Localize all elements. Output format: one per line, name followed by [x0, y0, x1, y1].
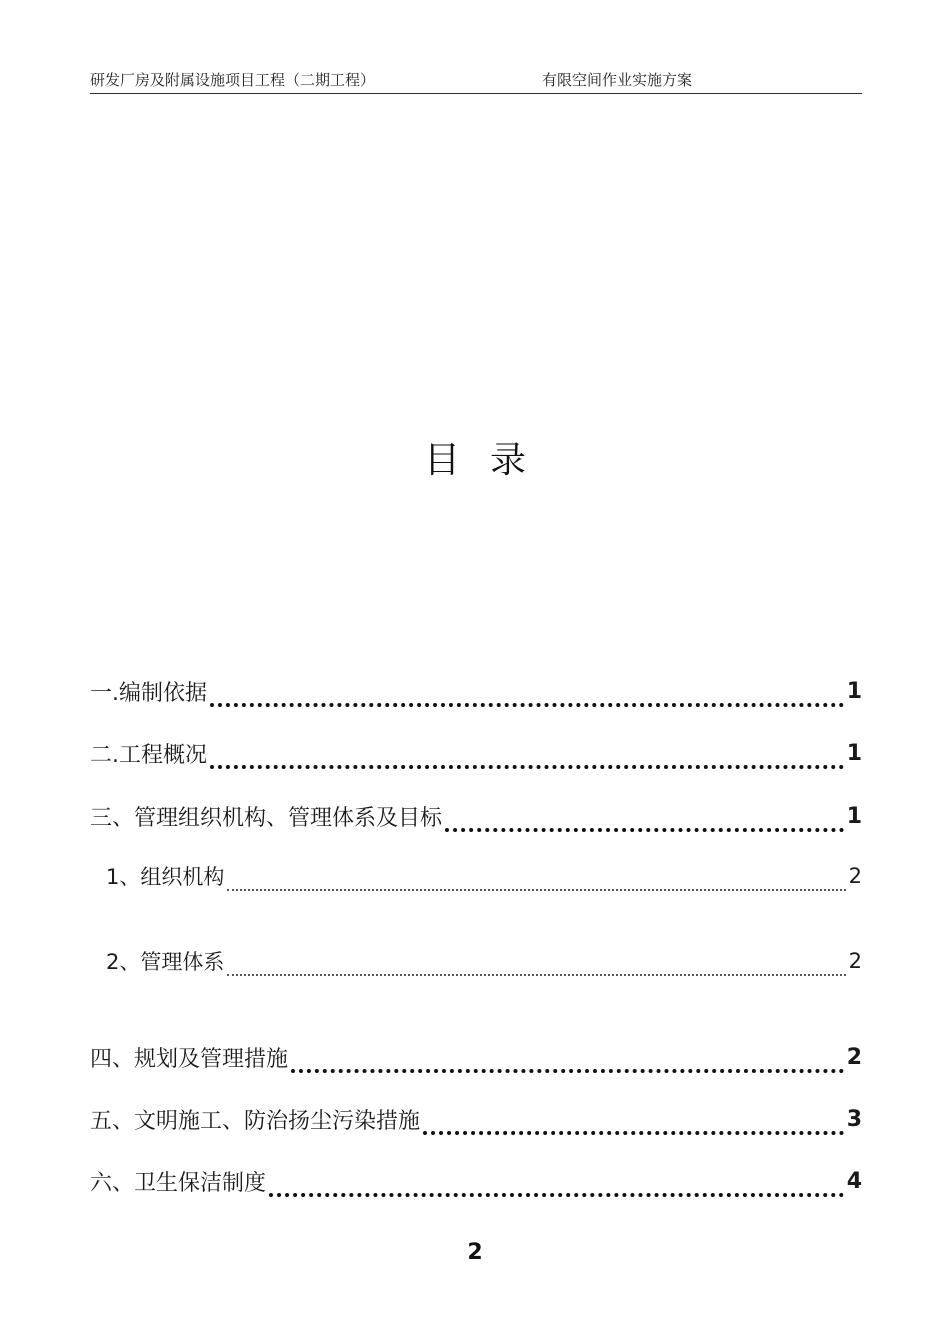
- toc-entry-overview[interactable]: [90, 733, 862, 773]
- toc-leader-dots: [227, 952, 845, 976]
- toc-leader-dots: [227, 867, 845, 891]
- toc-entry-label: 六、卫生保洁制度: [90, 1170, 267, 1196]
- toc-entry-planning[interactable]: [90, 1037, 862, 1077]
- toc-entry-management-system[interactable]: [90, 941, 862, 981]
- toc-entry-label: 2、管理体系: [106, 950, 225, 974]
- toc-leader-dots: [210, 681, 844, 707]
- page-number: 2: [467, 1240, 483, 1265]
- toc-entry-label: 二.工程概况: [90, 742, 207, 768]
- toc-entry-page: 2: [848, 949, 862, 973]
- toc-entry-sanitation[interactable]: [90, 1161, 862, 1201]
- toc-leader-dots: [210, 743, 844, 769]
- page-header: [90, 66, 862, 94]
- toc-leader-dots: [291, 1047, 844, 1073]
- toc-entry-label: 四、规划及管理措施: [90, 1046, 289, 1072]
- toc-entry-page: 1: [846, 678, 862, 704]
- toc-entry-page: 3: [846, 1106, 862, 1132]
- toc-entry-organization[interactable]: [90, 796, 862, 836]
- toc-entry-label: 一.编制依据: [90, 680, 207, 706]
- toc-entry-page: 2: [846, 1044, 862, 1070]
- toc-entry-civilized-construction[interactable]: [90, 1099, 862, 1139]
- toc-entry-page: 2: [848, 864, 862, 888]
- toc-entry-page: 1: [846, 803, 862, 829]
- toc-entry-label: 五、文明施工、防治扬尘污染措施: [90, 1108, 421, 1134]
- toc-entry-basis[interactable]: [90, 671, 862, 711]
- toc-title: 目录: [423, 440, 556, 481]
- toc-entry-label: 三、管理组织机构、管理体系及目标: [90, 805, 443, 831]
- toc-leader-dots: [423, 1109, 844, 1135]
- toc-entry-org-structure[interactable]: [90, 856, 862, 896]
- header-project-name: 研发厂房及附属设施项目工程（二期工程）: [90, 71, 376, 89]
- toc-entry-label: 1、组织机构: [106, 865, 225, 889]
- toc-leader-dots: [445, 806, 844, 832]
- toc-entry-page: 4: [846, 1168, 862, 1194]
- toc-entry-page: 1: [846, 740, 862, 766]
- toc-leader-dots: [269, 1171, 844, 1197]
- header-document-name: 有限空间作业实施方案: [542, 71, 693, 89]
